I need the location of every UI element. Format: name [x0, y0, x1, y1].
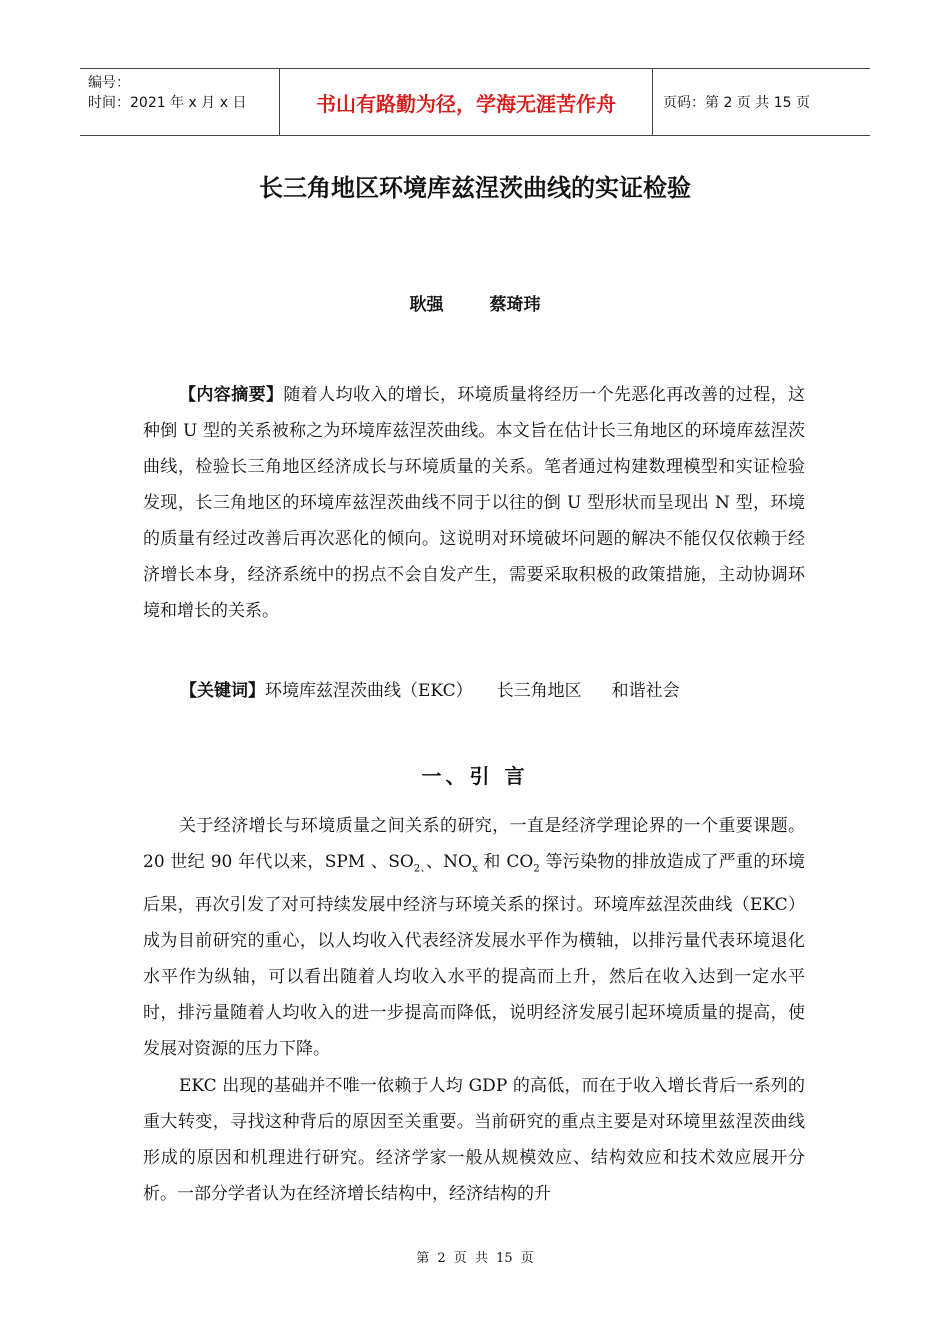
header-number-label: 编号：	[88, 75, 130, 91]
p1-text-c: 和 CO	[477, 852, 534, 872]
document-title: 长三角地区环境库兹涅茨曲线的实证检验	[259, 174, 691, 202]
p1-text-b: 、NO	[425, 852, 472, 872]
body-paragraph-1	[143, 808, 805, 1067]
p1-sub-a: 2、	[413, 863, 426, 875]
header-page-info: 页码：第 2 页 共 15 页	[663, 95, 810, 111]
page-footer: 第 2 页 共 15 页	[416, 1251, 534, 1266]
p1-text-d: 等污染物的排放造成了严重的环境后果，再次引发了对可持续发展中经济与环境关系的探讨。环境库兹涅茨曲线（EKC）成为目前研究的重心，以人均收入代表经济发展水平作为横轴，以排污量代表环境退化水平作为纵轴，可以看出随着人均收入水平的提高而上升，然后在收入达到一定水平时，排污量随着人均收入的进一步提高而降低，说明经济发展引起环境质量的提高，使发展对资源的压力下降。	[143, 852, 806, 1060]
p1-sub-b: x	[472, 863, 478, 875]
abstract	[143, 377, 805, 629]
keywords	[180, 673, 680, 709]
abstract-label: 【内容摘要】	[179, 385, 284, 405]
author-2: 蔡琦玮	[489, 295, 541, 315]
body-paragraph-2: EKC 出现的基础并不唯一依赖于人均 GDP 的高低，而在于收入增长背后一系列的重大转变，寻找这种背后的原因至关重要。当前研究的重点主要是对环境里兹涅茨曲线形成的原因和机理进行研究。经济学家一般从规模效应、结构效应和技术效应展开分析。一部分学者认为在经济增长结构中，经济结构的升	[143, 1076, 805, 1204]
header-time-label: 时间：2021 年 x 月 x 日	[88, 95, 247, 111]
p1-text-a: 关于经济增长与环境质量之间关系的研究，一直是经济学理论界的一个重要课题。20 世纪 90 年代以来，SPM 、SO	[143, 816, 805, 872]
keyword-3: 和谐社会	[611, 681, 680, 701]
keywords-label: 【关键词】	[180, 681, 265, 701]
authors	[0, 290, 950, 315]
page-header	[80, 68, 870, 136]
section-heading: 一、引 言	[421, 764, 529, 788]
abstract-text: 随着人均收入的增长，环境质量将经历一个先恶化再改善的过程，这种倒 U 型的关系被称之为环境库兹涅茨曲线。本文旨在估计长三角地区的环境库兹涅茨曲线，检验长三角地区经济成长与环境质量的关系。笔者通过构建数理模型和实证检验发现，长三角地区的环境库兹涅茨曲线不同于以往的倒 U 型形状而呈现出 N 型，环境的质量有经过改善后再次恶化的倾向。这说明对环境破坏问题的解决不能仅仅依赖于经济增长本身，经济系统中的拐点不会自发产生，需要采取积极的政策措施，主动协调环境和增长的关系。	[143, 385, 806, 621]
author-1: 耿强	[409, 295, 444, 315]
keyword-2: 长三角地区	[496, 681, 582, 701]
header-meta	[80, 69, 280, 135]
keyword-1: 环境库兹涅茨曲线（EKC）	[265, 681, 473, 701]
p1-sub-c: 2	[533, 863, 540, 875]
header-motto: 书山有路勤为径，学海无涯苦作舟	[280, 69, 653, 135]
